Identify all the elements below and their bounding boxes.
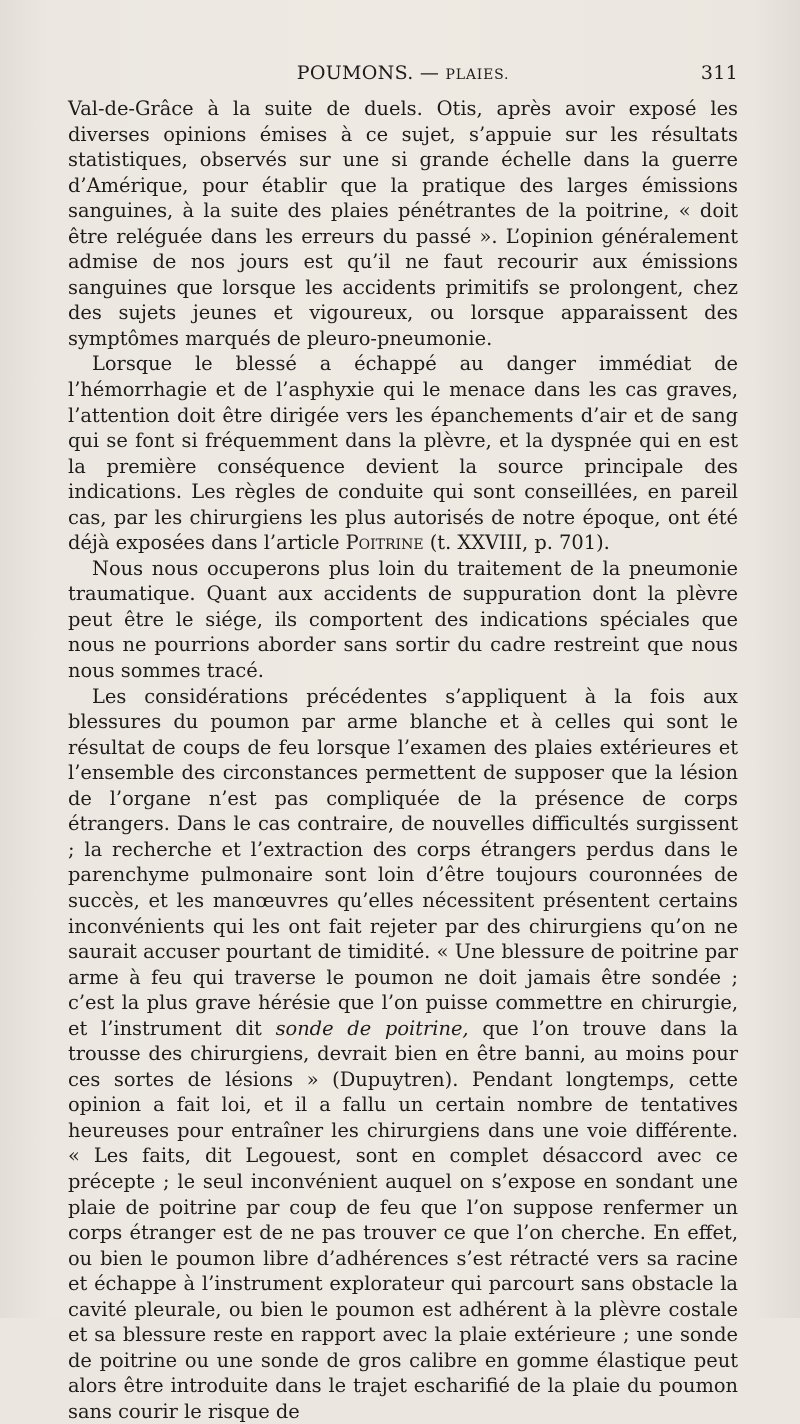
paragraph-2-text: Lorsque le blessé a échappé au danger immédiat de l’hémorrhagie et de l’asphyxie qui le menace dans les cas graves, l’attention doit être dirigée vers les épanchements d’air et de sang qui se font si fréquemment dans la plèvre, et la dyspnée qui en est la première conséquence devient la source principale des indications. Les règles de conduite qui sont conseillées, en pareil cas, par les chirurgiens les plus autorisés de notre époque, ont été déjà exposées dans l’article xyxy=(68,352,738,555)
article-reference: Poitrine xyxy=(345,531,424,555)
paragraph-4 xyxy=(68,684,738,1424)
paragraph-4-text: Les considérations précédentes s’appliquent à la fois aux blessures du poumon par arme blanche et à celles qui sont le résultat de coups de feu lorsque l’examen des plaies extérieures et l’ensemble des circonstances permettent de supposer que la lésion de l’organe n’est pas compliquée de la présence de corps étrangers. Dans le cas contraire, de nouvelles difficultés surgissent ; la recherche et l’extraction des corps étrangers perdus dans le parenchyme pulmonaire sont loin d’être toujours couronnées de succès, et les manœuvres qu’elles nécessitent présentent certains inconvénients qui les ont fait rejeter par des chirurgiens qu’on ne saurait accuser pourtant de timidité. « Une blessure de poitrine par arme à feu qui traverse le poumon ne doit jamais être sondée ; c’est la plus grave hérésie que l’on puisse commettre en chirurgie, et l’instrument dit xyxy=(68,684,738,1040)
running-header xyxy=(68,62,738,90)
running-title xyxy=(68,62,738,84)
italic-term: sonde de poitrine, xyxy=(275,1016,469,1040)
page-number: 311 xyxy=(700,62,738,84)
paragraph-4-text-end: que l’on trouve dans la trousse des chirurgiens, devrait bien en être banni, au moins pour ces sortes de lésions » (Dupuytren). Pendant longtemps, cette opinion a fait loi, et il a fallu un certain nombre de tentatives heureuses pour entraîner les chirurgiens dans une voie différente. « Les faits, dit Legouest, sont en complet désaccord avec ce précepte ; le seul inconvénient auquel on s’expose en sondant une plaie de poitrine par coup de feu que l’on suppose renfermer un corps étranger est de ne pas trouver ce que l’on cherche. En effet, ou bien le poumon libre d’adhérences s’est rétracté vers sa racine et échappe à l’instrument explorateur qui parcourt sans obstacle la cavité pleurale, ou bien le poumon est adhérent à la plèvre costale et sa blessure reste en rapport avec la plaie extérieure ; une sonde de poitrine ou une sonde de gros calibre en gomme élastique peut alors être introduite dans le trajet escharifié de la plaie du poumon sans courir le risque de xyxy=(68,1016,738,1423)
paragraph-3: Nous nous occuperons plus loin du traitement de la pneumonie traumatique. Quant aux accidents de suppuration dont la plèvre peut être le siége, ils comportent des indications spéciales que nous ne pourrions aborder sans sortir du cadre restreint que nous nous sommes tracé. xyxy=(68,556,738,683)
paragraph-1: Val-de-Grâce à la suite de duels. Otis, après avoir exposé les diverses opinions émises à ce sujet, s’appuie sur les résultats statistiques, observés sur une si grande échelle dans la guerre d’Amérique, pour établir que la pratique des larges émissions sanguines, à la suite des plaies pénétrantes de la poitrine, « doit être reléguée dans les erreurs du passé ». L’opinion généralement admise de nos jours est qu’il ne faut recourir aux émissions sanguines que lorsque les accidents primitifs se prolongent, chez des sujets jeunes et vigoureux, ou lorsque apparaissent des symptômes marqués de pleuro-pneumonie. xyxy=(68,97,738,350)
paragraph-2 xyxy=(68,351,738,555)
paragraph-2-text-end: (t. XXVIII, p. 701). xyxy=(423,531,610,555)
running-title-sub: PLAIES. xyxy=(445,67,510,83)
running-title-main: POUMONS. — xyxy=(296,62,446,84)
body-text xyxy=(68,96,738,1424)
